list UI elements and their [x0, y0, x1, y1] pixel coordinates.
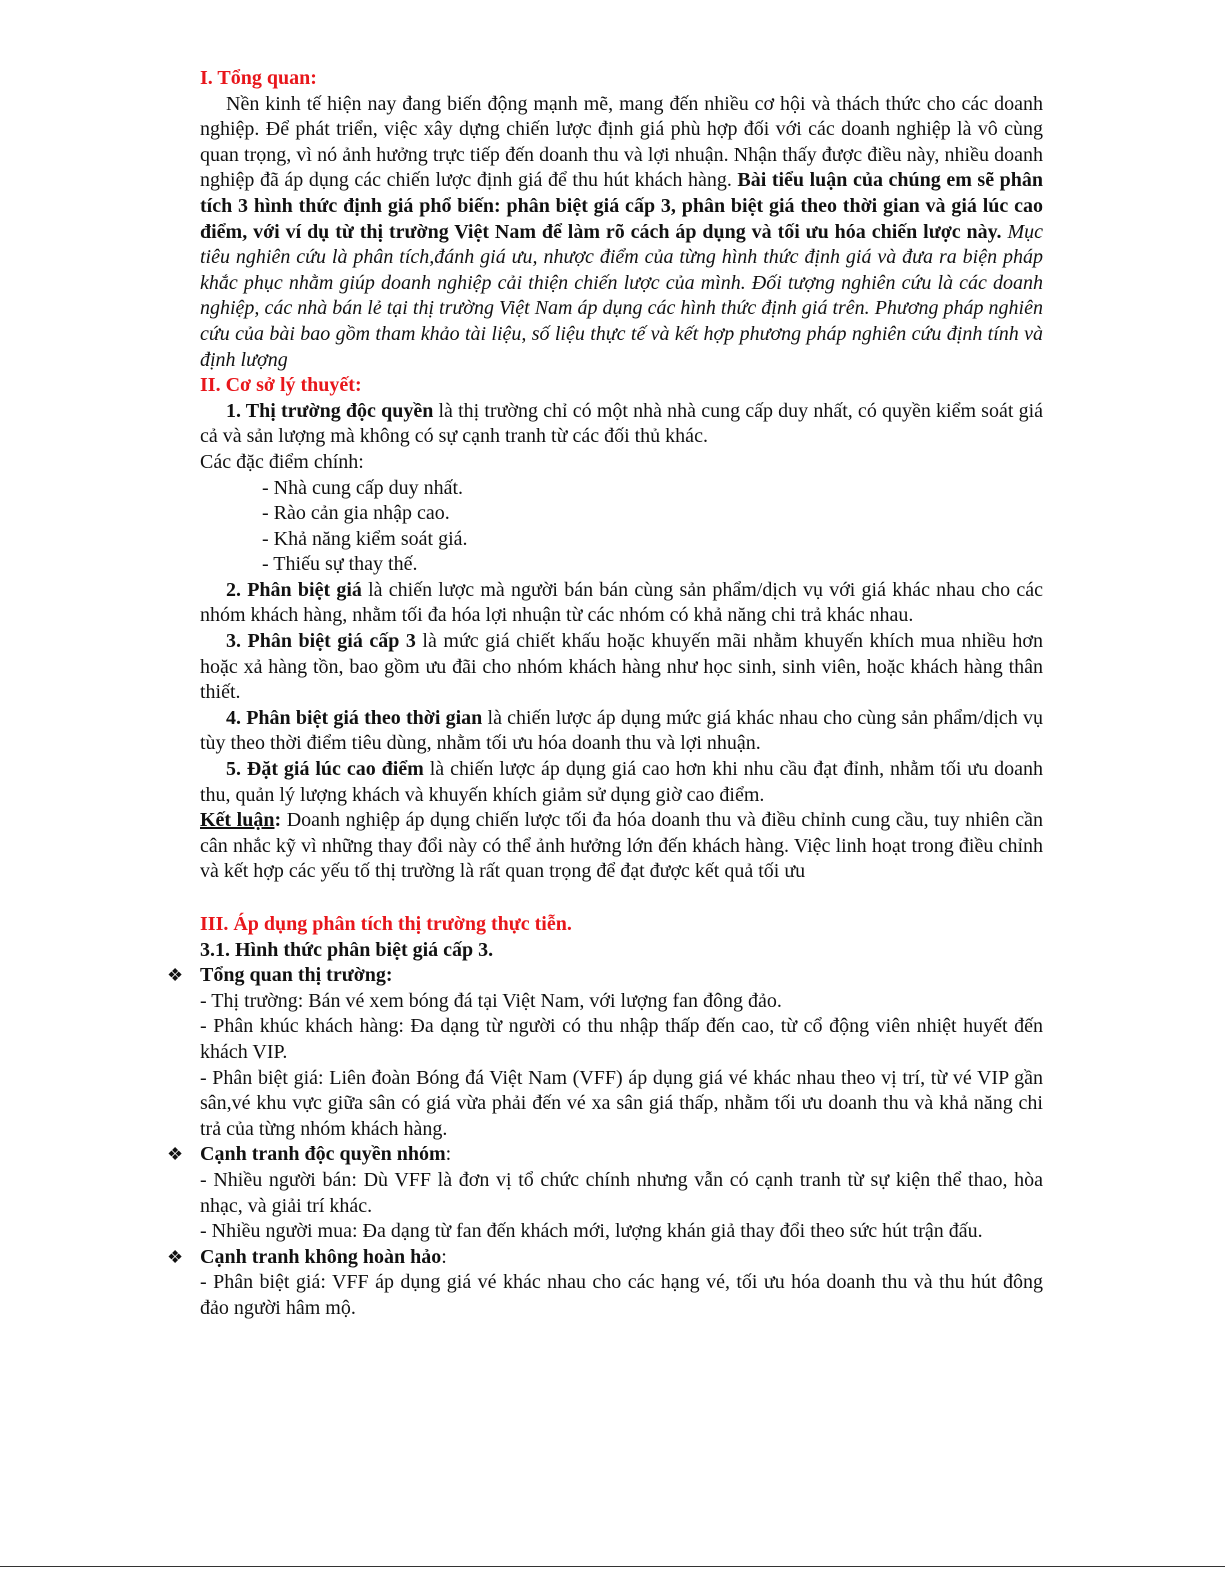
- definition-term: 1. Thị trường độc quyền: [226, 399, 434, 422]
- definition-term: 5. Đặt giá lúc cao điểm: [226, 758, 424, 781]
- definition-third-degree: [200, 629, 1043, 706]
- overview-paragraph: [200, 92, 1043, 374]
- list-item: - Khả năng kiểm soát giá.: [262, 527, 468, 550]
- definition-monopoly: [200, 399, 1043, 450]
- definition-price-discrimination: [200, 578, 1043, 629]
- list-item: - Nhà cung cấp duy nhất.: [262, 476, 464, 499]
- bullet-heading-imperfect-competition: [167, 1245, 1043, 1271]
- definition-text: là chiến lược áp dụng mức giá khác nhau cho cùng sản phẩm/dịch vụ tùy theo thời điểm tiêu dùng, nhằm tối ưu hóa doanh thu và lợi nhuận.: [200, 706, 1043, 755]
- definition-text: là chiến lược áp dụng giá cao hơn khi nhu cầu đạt đỉnh, nhằm tối ưu doanh thu, quản lý lượng khách và khuyến khích giảm sử dụng giờ cao điểm.: [200, 758, 1043, 806]
- section-2-heading: II. Cơ sở lý thuyết:: [200, 374, 362, 397]
- diamond-bullet-icon: ❖: [167, 1144, 184, 1165]
- conclusion-text: Doanh nghiệp áp dụng chiến lược tối đa hóa doanh thu và điều chỉnh cung cầu, tuy nhiên cần cân nhắc kỹ vì những thay đổi này có thể ảnh hưởng lớn đến khách hàng. Việc linh hoạt trong điều chỉnh và kết hợp các yếu tố thị trường là rất quan trọng để đạt được kết quả tối ưu: [200, 809, 1043, 883]
- subsection-heading: 3.1. Hình thức phân biệt giá cấp 3.: [200, 938, 494, 961]
- list-item: - Phân khúc khách hàng: Đa dạng từ người có thu nhập thấp đến cao, từ cổ động viên nhiệt huyết đến khách VIP.: [200, 1015, 1043, 1063]
- spacer: [200, 885, 1043, 912]
- bullet-heading-text: Cạnh tranh không hoàn hảo: [200, 1245, 442, 1268]
- list-item: - Phân biệt giá: Liên đoàn Bóng đá Việt Nam (VFF) áp dụng giá vé khác nhau theo vị trí, từ vé VIP gần sân,vé khu vực giữa sân có giá vừa phải đến vé xa sân giá thấp, nhằm tối ưu doanh thu và khả năng chi trả của từng nhóm khách hàng.: [200, 1066, 1043, 1140]
- diamond-bullet-icon: ❖: [167, 1246, 184, 1267]
- definition-text: là mức giá chiết khấu hoặc khuyến mãi nhằm khuyến khích mua nhiều hơn hoặc xả hàng tồn, bao gồm ưu đãi cho nhóm khách hàng như học sinh, sinh viên, hoặc khách hàng thân thiết.: [200, 630, 1043, 704]
- bullet-heading-oligopoly: [167, 1142, 1043, 1168]
- bullet-heading-text: Cạnh tranh độc quyền nhóm: [200, 1143, 446, 1166]
- diamond-bullet-icon: ❖: [167, 965, 184, 986]
- features-label: Các đặc điểm chính:: [200, 450, 364, 473]
- definition-time-based: [200, 706, 1043, 757]
- bullet-heading-colon: :: [441, 1245, 447, 1268]
- overview-bold-text: Bài tiểu luận của chúng em sẽ phân tích 3 hình thức định giá phổ biến: phân biệt giá cấp 3, phân biệt giá theo thời gian và giá lúc cao điểm, với ví dụ từ thị trường Việt Nam để làm rõ cách áp dụng và tối ưu hóa chiến lược này.: [200, 169, 1043, 243]
- definition-text: là chiến lược mà người bán bán cùng sản phẩm/dịch vụ với giá khác nhau cho các nhóm khách hàng, nhằm tối đa hóa lợi nhuận từ các nhóm có khả năng chi trả khác nhau.: [200, 578, 1043, 627]
- features-list: [200, 476, 1043, 578]
- overview-italic-text: Mục tiêu nghiên cứu là phân tích,đánh giá ưu, nhược điểm của từng hình thức định giá và đưa ra biện pháp khắc phục nhằm giúp doanh nghiệp cải thiện chiến lược của mình. Đối tượng nghiên cứu là các doanh nghiệp, các nhà bán lẻ tại thị trường Việt Nam áp dụng các hình thức định giá trên. Phương pháp nghiên cứu của bài bao gồm tham khảo tài liệu, số liệu thực tế và kết hợp phương pháp nghiên cứu định tính và định lượng: [200, 220, 1043, 371]
- section-1-heading: I. Tổng quan:: [200, 67, 317, 89]
- list-item: - Thiếu sự thay thế.: [262, 553, 418, 576]
- conclusion-label: Kết luận: [200, 809, 275, 832]
- definition-term: 3. Phân biệt giá cấp 3: [226, 630, 416, 653]
- document-page: [167, 66, 1044, 1322]
- section-3-heading: III. Áp dụng phân tích thị trường thực tiễn.: [200, 913, 572, 935]
- conclusion-paragraph: [200, 808, 1043, 885]
- definition-term: 4. Phân biệt giá theo thời gian: [226, 706, 483, 729]
- definition-peak-pricing: [200, 757, 1043, 808]
- page-bottom-rule: [0, 1566, 1225, 1567]
- list-item: - Phân biệt giá: VFF áp dụng giá vé khác nhau cho các hạng vé, tối ưu hóa doanh thu và thu hút đông đảo người hâm mộ.: [200, 1271, 1043, 1319]
- bullet-heading-colon: :: [445, 1143, 452, 1166]
- list-item: - Nhiều người mua: Đa dạng từ fan đến khách mới, lượng khán giả thay đổi theo sức hút trận đấu.: [200, 1220, 983, 1243]
- list-item: - Rào cản gia nhập cao.: [262, 502, 450, 525]
- list-item: - Nhiều người bán: Dù VFF là đơn vị tổ chức chính nhưng vẫn có cạnh tranh từ sự kiện thể thao, hòa nhạc, và giải trí khác.: [200, 1168, 1043, 1217]
- conclusion-colon: :: [274, 809, 282, 832]
- list-item: - Thị trường: Bán vé xem bóng đá tại Việt Nam, với lượng fan đông đảo.: [200, 989, 782, 1012]
- overview-text: Nền kinh tế hiện nay đang biến động mạnh mẽ, mang đến nhiều cơ hội và thách thức cho các doanh nghiệp. Để phát triển, việc xây dựng chiến lược định giá phù hợp đối với các doanh nghiệp là vô cùng quan trọng, vì nó ảnh hưởng trực tiếp đến doanh thu và lợi nhuận. Nhận thấy được điều này, nhiều doanh nghiệp đã áp dụng các chiến lược định giá để thu hút khách hàng.: [200, 92, 1043, 192]
- definition-text: là thị trường chỉ có một nhà nhà cung cấp duy nhất, có quyền kiểm soát giá cả và sản lượng mà không có sự cạnh tranh từ các đối thủ khác.: [200, 399, 1044, 448]
- bullet-heading-text: Tổng quan thị trường:: [200, 964, 393, 987]
- bullet-heading-market-overview: [167, 963, 1043, 989]
- definition-term: 2. Phân biệt giá: [226, 578, 362, 601]
